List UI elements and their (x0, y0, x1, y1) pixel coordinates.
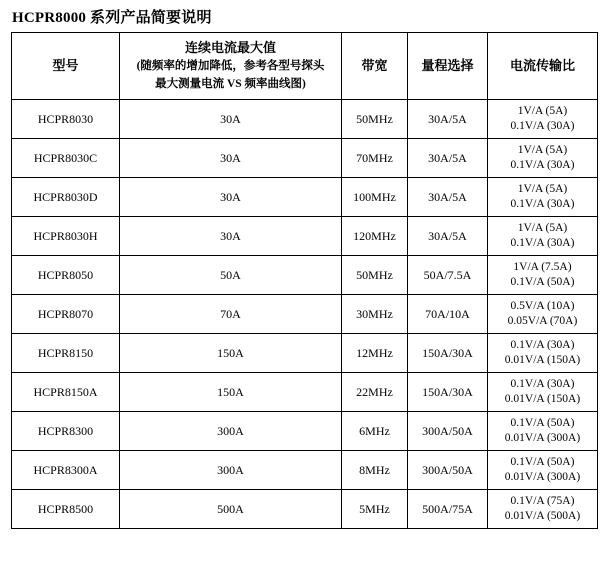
cell-ratio-line1: 1V/A (7.5A) (513, 261, 572, 273)
cell-ratio-line2: 0.01V/A (300A) (504, 432, 581, 444)
column-header-max-continuous-current (120, 33, 342, 100)
table-row (12, 217, 598, 256)
cell-ratio (488, 100, 598, 139)
table-row (12, 490, 598, 529)
table-row (12, 100, 598, 139)
column-header-current-line3: 最大测量电流 VS 频率曲线图) (155, 78, 306, 90)
table-row (12, 373, 598, 412)
cell-bandwidth: 120MHz (342, 217, 408, 256)
cell-ratio-line2: 0.1V/A (50A) (510, 276, 575, 288)
cell-model: HCPR8500 (12, 490, 120, 529)
cell-ratio-line1: 1V/A (5A) (517, 183, 568, 195)
cell-range: 50A/7.5A (408, 256, 488, 295)
cell-bandwidth: 6MHz (342, 412, 408, 451)
cell-model: HCPR8050 (12, 256, 120, 295)
cell-ratio-line2: 0.1V/A (30A) (510, 159, 575, 171)
cell-ratio (488, 295, 598, 334)
cell-ratio-line1: 0.1V/A (50A) (510, 417, 575, 429)
cell-model: HCPR8150A (12, 373, 120, 412)
table-row (12, 412, 598, 451)
cell-ratio-line2: 0.01V/A (150A) (504, 354, 581, 366)
cell-model: HCPR8150 (12, 334, 120, 373)
cell-current: 150A (120, 373, 342, 412)
cell-range: 150A/30A (408, 373, 488, 412)
table-header (12, 33, 598, 100)
cell-ratio-line2: 0.01V/A (150A) (504, 393, 581, 405)
cell-model: HCPR8300A (12, 451, 120, 490)
column-header-range: 量程选择 (408, 33, 488, 100)
table-row (12, 451, 598, 490)
cell-model: HCPR8030D (12, 178, 120, 217)
cell-range: 500A/75A (408, 490, 488, 529)
table-row (12, 334, 598, 373)
cell-ratio-line2: 0.1V/A (30A) (510, 198, 575, 210)
cell-current: 500A (120, 490, 342, 529)
cell-ratio (488, 178, 598, 217)
column-header-current-line2: (随频率的增加降低，参考各型号探头 (136, 60, 325, 72)
cell-range: 300A/50A (408, 412, 488, 451)
cell-ratio (488, 490, 598, 529)
cell-ratio-line1: 0.1V/A (50A) (510, 456, 575, 468)
cell-current: 50A (120, 256, 342, 295)
cell-ratio (488, 139, 598, 178)
cell-ratio (488, 334, 598, 373)
cell-ratio (488, 451, 598, 490)
cell-range: 150A/30A (408, 334, 488, 373)
cell-ratio-line1: 0.5V/A (10A) (510, 300, 575, 312)
cell-ratio-line2: 0.1V/A (30A) (510, 120, 575, 132)
cell-model: HCPR8070 (12, 295, 120, 334)
cell-bandwidth: 5MHz (342, 490, 408, 529)
column-header-model: 型号 (12, 33, 120, 100)
cell-ratio (488, 217, 598, 256)
cell-range: 30A/5A (408, 100, 488, 139)
table-body (12, 100, 598, 529)
cell-ratio-line1: 1V/A (5A) (517, 222, 568, 234)
cell-ratio-line2: 0.01V/A (500A) (504, 510, 581, 522)
column-header-current-line1: 连续电流最大值 (184, 40, 276, 55)
cell-ratio (488, 256, 598, 295)
cell-bandwidth: 50MHz (342, 100, 408, 139)
column-header-ratio: 电流传输比 (488, 33, 598, 100)
cell-current: 70A (120, 295, 342, 334)
column-header-bandwidth: 带宽 (342, 33, 408, 100)
cell-bandwidth: 30MHz (342, 295, 408, 334)
cell-model: HCPR8030 (12, 100, 120, 139)
cell-current: 30A (120, 100, 342, 139)
cell-bandwidth: 8MHz (342, 451, 408, 490)
cell-bandwidth: 50MHz (342, 256, 408, 295)
cell-ratio (488, 412, 598, 451)
cell-model: HCPR8030H (12, 217, 120, 256)
table-row (12, 139, 598, 178)
cell-ratio (488, 373, 598, 412)
cell-ratio-line2: 0.01V/A (300A) (504, 471, 581, 483)
cell-range: 30A/5A (408, 178, 488, 217)
cell-ratio-line2: 0.1V/A (30A) (510, 237, 575, 249)
cell-ratio-line1: 1V/A (5A) (517, 105, 568, 117)
table-row (12, 295, 598, 334)
cell-ratio-line1: 0.1V/A (30A) (510, 378, 575, 390)
table-header-row (12, 33, 598, 100)
cell-ratio-line1: 0.1V/A (30A) (510, 339, 575, 351)
table-row (12, 256, 598, 295)
cell-range: 300A/50A (408, 451, 488, 490)
cell-bandwidth: 100MHz (342, 178, 408, 217)
cell-current: 30A (120, 217, 342, 256)
cell-current: 300A (120, 451, 342, 490)
cell-current: 30A (120, 178, 342, 217)
cell-ratio-line1: 0.1V/A (75A) (510, 495, 575, 507)
cell-ratio-line1: 1V/A (5A) (517, 144, 568, 156)
spec-table-container (11, 32, 597, 529)
cell-ratio-line2: 0.05V/A (70A) (507, 315, 578, 327)
cell-range: 70A/10A (408, 295, 488, 334)
cell-model: HCPR8300 (12, 412, 120, 451)
page-title: HCPR8000 系列产品简要说明 (12, 10, 212, 26)
cell-current: 30A (120, 139, 342, 178)
cell-current: 300A (120, 412, 342, 451)
cell-range: 30A/5A (408, 217, 488, 256)
table-row (12, 178, 598, 217)
cell-current: 150A (120, 334, 342, 373)
cell-bandwidth: 22MHz (342, 373, 408, 412)
cell-range: 30A/5A (408, 139, 488, 178)
cell-model: HCPR8030C (12, 139, 120, 178)
cell-bandwidth: 70MHz (342, 139, 408, 178)
spec-table (11, 32, 598, 529)
cell-bandwidth: 12MHz (342, 334, 408, 373)
